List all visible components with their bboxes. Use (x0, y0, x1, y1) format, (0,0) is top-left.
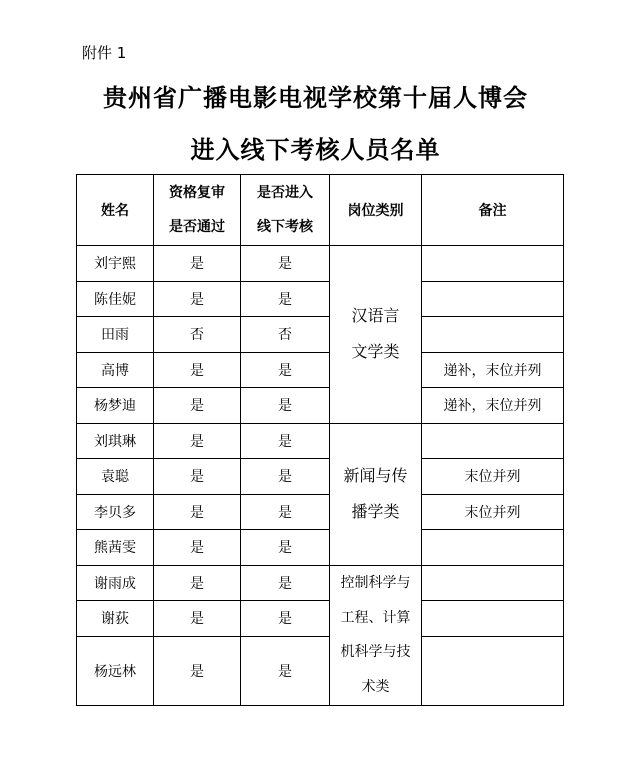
table-row (77, 352, 564, 388)
category-line: 文学类 (351, 342, 400, 362)
cell-qualification: 是 (154, 494, 241, 530)
header-remarks: 备注 (422, 175, 564, 246)
header-qualification-line1: 资格复审 (169, 185, 225, 201)
cell-qualification: 是 (154, 565, 241, 601)
category-line: 控制科学与 (340, 575, 411, 591)
table-row (77, 494, 564, 530)
cell-qualification: 是 (154, 530, 241, 566)
cell-offline: 是 (241, 565, 330, 601)
table-row (77, 423, 564, 459)
cell-remarks (422, 601, 564, 637)
cell-offline: 是 (241, 352, 330, 388)
cell-qualification: 是 (154, 601, 241, 637)
table-row (77, 530, 564, 566)
cell-offline: 是 (241, 423, 330, 459)
cell-name: 杨远林 (77, 636, 154, 705)
cell-remarks: 递补，末位并列 (422, 352, 564, 388)
cell-qualification: 是 (154, 636, 241, 705)
cell-remarks (422, 423, 564, 459)
cell-remarks (422, 281, 564, 317)
cell-name: 谢荻 (77, 601, 154, 637)
table-row (77, 281, 564, 317)
header-category: 岗位类别 (330, 175, 422, 246)
table-row (77, 636, 564, 705)
cell-name: 杨梦迪 (77, 388, 154, 424)
cell-name: 陈佳妮 (77, 281, 154, 317)
cell-offline: 是 (241, 636, 330, 705)
header-offline-line2: 线下考核 (257, 219, 313, 235)
cell-name: 谢雨成 (77, 565, 154, 601)
category-line: 工程、计算 (340, 609, 411, 626)
table-header-row (77, 175, 564, 246)
cell-remarks (422, 246, 564, 282)
cell-category (330, 565, 422, 705)
table-row (77, 565, 564, 601)
cell-remarks (422, 636, 564, 705)
cell-remarks (422, 317, 564, 353)
cell-name: 刘宇熙 (77, 246, 154, 282)
header-offline (241, 175, 330, 246)
cell-offline: 是 (241, 246, 330, 282)
cell-name: 高博 (77, 352, 154, 388)
cell-qualification: 否 (154, 317, 241, 353)
cell-remarks (422, 565, 564, 601)
category-line: 新闻与传 (343, 466, 408, 485)
cell-qualification: 是 (154, 459, 241, 495)
cell-offline: 是 (241, 281, 330, 317)
table-row (77, 459, 564, 495)
table-row (77, 317, 564, 353)
cell-qualification: 是 (154, 423, 241, 459)
cell-name: 袁聪 (77, 459, 154, 495)
table-row (77, 388, 564, 424)
header-qualification-line2: 是否通过 (169, 219, 225, 235)
category-line: 机科学与技 (340, 644, 411, 660)
cell-offline: 是 (241, 530, 330, 566)
cell-category (330, 423, 422, 565)
cell-name: 熊茜雯 (77, 530, 154, 566)
cell-offline: 是 (241, 494, 330, 530)
cell-name: 田雨 (77, 317, 154, 353)
candidate-table (76, 174, 564, 706)
cell-category (330, 246, 422, 424)
category-line: 汉语言 (351, 306, 400, 326)
attachment-label: 附件 1 (82, 44, 127, 62)
cell-name: 李贝多 (77, 494, 154, 530)
document-subtitle: 进入线下考核人员名单 (190, 136, 441, 164)
cell-name: 刘琪琳 (77, 423, 154, 459)
cell-qualification: 是 (154, 246, 241, 282)
cell-remarks: 末位并列 (422, 494, 564, 530)
table-row (77, 246, 564, 282)
category-line: 播学类 (351, 502, 400, 521)
table-row (77, 601, 564, 637)
cell-remarks (422, 530, 564, 566)
cell-offline: 是 (241, 459, 330, 495)
cell-offline: 是 (241, 388, 330, 424)
cell-qualification: 是 (154, 352, 241, 388)
cell-remarks: 末位并列 (422, 459, 564, 495)
cell-qualification: 是 (154, 281, 241, 317)
document-title: 贵州省广播电影电视学校第十届人博会 (103, 84, 528, 112)
cell-remarks: 递补，末位并列 (422, 388, 564, 424)
cell-offline: 否 (241, 317, 330, 353)
cell-qualification: 是 (154, 388, 241, 424)
cell-offline: 是 (241, 601, 330, 637)
header-name: 姓名 (77, 175, 154, 246)
category-line: 术类 (361, 678, 390, 695)
header-qualification (154, 175, 241, 246)
header-offline-line1: 是否进入 (257, 185, 313, 201)
